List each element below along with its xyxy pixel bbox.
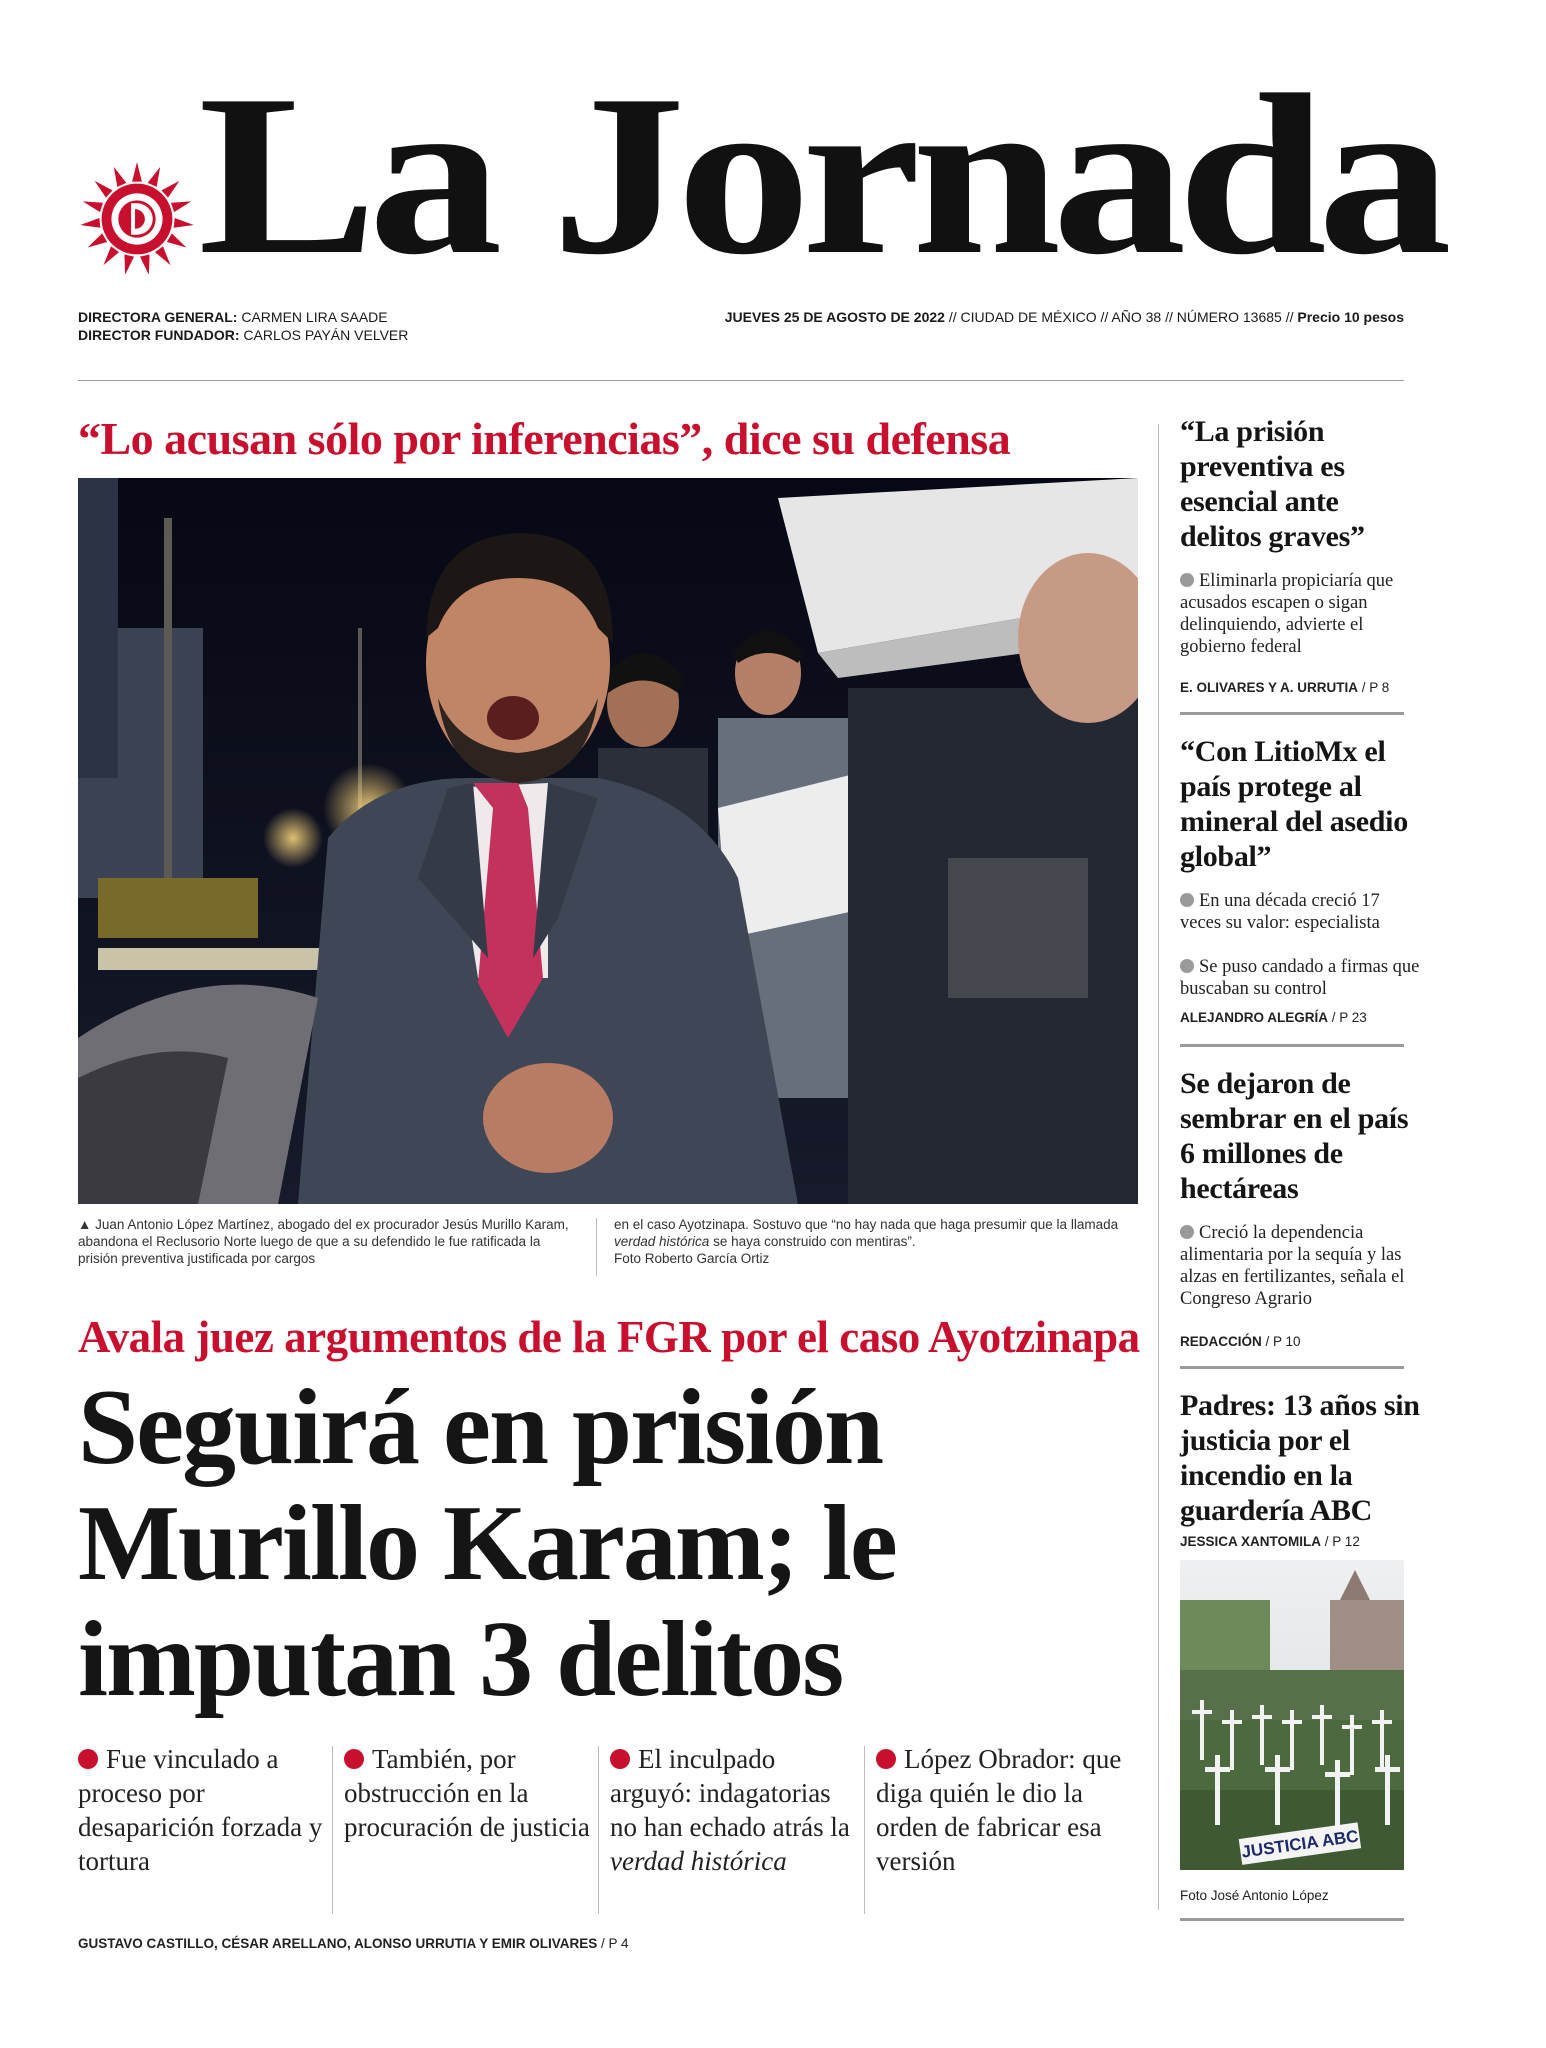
sidebar-byline-page: / P 23 [1331,1010,1367,1025]
gray-bullet-icon [1180,1225,1194,1239]
photo-caption-left: ▲ Juan Antonio López Martínez, abogado del ex procurador Jesús Murillo Karam, abandona el Reclusorio Norte luego de que a su defendido le fue ratificada la prisión preventiva justificada por cargos [78,1217,569,1266]
red-bullet-icon [610,1749,630,1769]
red-bullet-icon [876,1749,896,1769]
caption-right-text-b: se haya construido con mentiras”. [713,1234,916,1249]
staff-line-2 [78,326,408,345]
main-byline-page: / P 4 [601,1936,629,1951]
sidebar-story-4-headline: Padres: 13 años sin justicia por el incendio en la guardería ABC [1180,1389,1420,1527]
sidebar-rule [1180,1044,1404,1047]
staff-name: CARMEN LIRA SAADE [241,309,388,325]
sidebar-byline-page: / P 10 [1265,1334,1301,1349]
sidebar-byline-author: ALEJANDRO ALEGRÍA [1180,1010,1329,1025]
sidebar-story-4-byline [1180,1534,1360,1549]
sidebar-text: Se puso candado a firmas que buscaban su control [1180,957,1420,999]
sidebar-story-1-headline: “La prisión preventiva es esencial ante delitos graves” [1180,415,1365,553]
bullet-text: También, por obstrucción en la procuración de justicia [344,1744,590,1842]
main-bullet-1 [78,1742,328,1878]
photo-credit: Foto Roberto García Ortiz [614,1251,770,1266]
sidebar-rule [1180,1366,1404,1369]
sidebar-text: Eliminarla propiciaría que acusados escapen o sigan delinquiendo, advierte el gobierno federal [1180,571,1394,657]
sidebar-byline-author: JESSICA XANTOMILA [1180,1534,1322,1549]
sidebar-story-3-text [1180,1222,1420,1310]
edition-date: JUEVES 25 DE AGOSTO DE 2022 [724,309,945,325]
red-bullet-icon [344,1749,364,1769]
main-kicker: “Lo acusan sólo por inferencias”, dice su defensa [78,413,1011,464]
bullet-text: El inculpado arguyó: indagatorias no han echado atrás la [610,1744,850,1842]
caption-divider [596,1218,597,1276]
edition-city-number: // CIUDAD DE MÉXICO // AÑO 38 // NÚMERO 13685 // [948,309,1294,325]
sidebar-byline-author: E. OLIVARES Y A. URRUTIA [1180,680,1359,695]
svg-text:JUSTICIA ABC: JUSTICIA ABC [1240,1826,1360,1862]
sidebar-byline-page: / P 8 [1361,680,1390,695]
main-photo [78,478,1138,1204]
sidebar-photo-credit: Foto José Antonio López [1180,1888,1329,1903]
sidebar-byline-author: REDACCIÓN [1180,1334,1262,1349]
main-byline-authors: GUSTAVO CASTILLO, CÉSAR ARELLANO, ALONSO URRUTIA Y EMIR OLIVARES [78,1936,598,1951]
gray-bullet-icon [1180,959,1194,973]
main-bullet-4 [876,1742,1141,1878]
edition-info [725,308,1404,327]
red-bullet-icon [78,1749,98,1769]
sidebar-rule [1180,1918,1404,1921]
main-bullet-2 [344,1742,594,1844]
staff-line-1 [78,308,388,327]
gray-bullet-icon [1180,893,1194,907]
sidebar-divider [1158,424,1159,1910]
gray-bullet-icon [1180,573,1194,587]
sidebar-text: Creció la dependencia alimentaria por la sequía y las alzas en fertilizantes, señala el Congreso Agrario [1180,1223,1405,1309]
sidebar-story-2-text-2 [1180,956,1420,1000]
bullet-text: Fue vinculado a proceso por desaparición forzada y tortura [78,1744,323,1876]
sidebar-story-2-text-1 [1180,890,1420,934]
main-subhead: Avala juez argumentos de la FGR por el caso Ayotzinapa [78,1312,1140,1362]
bullet-divider [598,1746,599,1914]
sidebar-photo-illustration [1180,1560,1404,1870]
caption-right-text-a: en el caso Ayotzinapa. Sostuvo que “no hay nada que haga presumir que la llamada [614,1217,1119,1232]
staff-role: DIRECTOR FUNDADOR: [78,327,240,343]
staff-role: DIRECTORA GENERAL: [78,309,238,325]
sidebar-story-2-byline [1180,1010,1367,1025]
main-byline [78,1936,629,1951]
photo-caption-right [614,1216,1134,1267]
masthead-rule [78,380,1404,381]
sidebar-story-1-text [1180,570,1420,658]
sidebar-rule [1180,712,1404,715]
bullet-emphasis: verdad histórica [610,1846,787,1876]
sidebar-byline-page: / P 12 [1324,1534,1360,1549]
sidebar-story-1-byline [1180,680,1389,695]
bullet-text: López Obrador: que diga quién le dio la orden de fabricar esa versión [876,1744,1122,1876]
staff-name: CARLOS PAYÁN VELVER [243,327,409,343]
bullet-divider [864,1746,865,1914]
sidebar-story-3-headline: Se dejaron de sembrar en el país 6 millones de hectáreas [1180,1067,1409,1205]
main-photo-illustration [78,478,1138,1204]
sidebar-text: En una década creció 17 veces su valor: especialista [1180,891,1380,933]
edition-price: Precio 10 pesos [1297,309,1404,325]
sidebar-photo [1180,1560,1404,1870]
masthead-title: La Jornada [198,47,1443,302]
main-headline: Seguirá en prisión Murillo Karam; le imputan 3 delitos [78,1368,896,1719]
sidebar-story-3-byline [1180,1334,1301,1349]
bullet-divider [332,1746,333,1914]
la-jornada-sun-logo-icon [78,160,196,278]
caption-right-emphasis: verdad histórica [614,1234,710,1249]
sidebar-story-2-headline: “Con LitioMx el país protege al mineral del asedio global” [1180,735,1408,873]
main-bullet-3 [610,1742,860,1878]
